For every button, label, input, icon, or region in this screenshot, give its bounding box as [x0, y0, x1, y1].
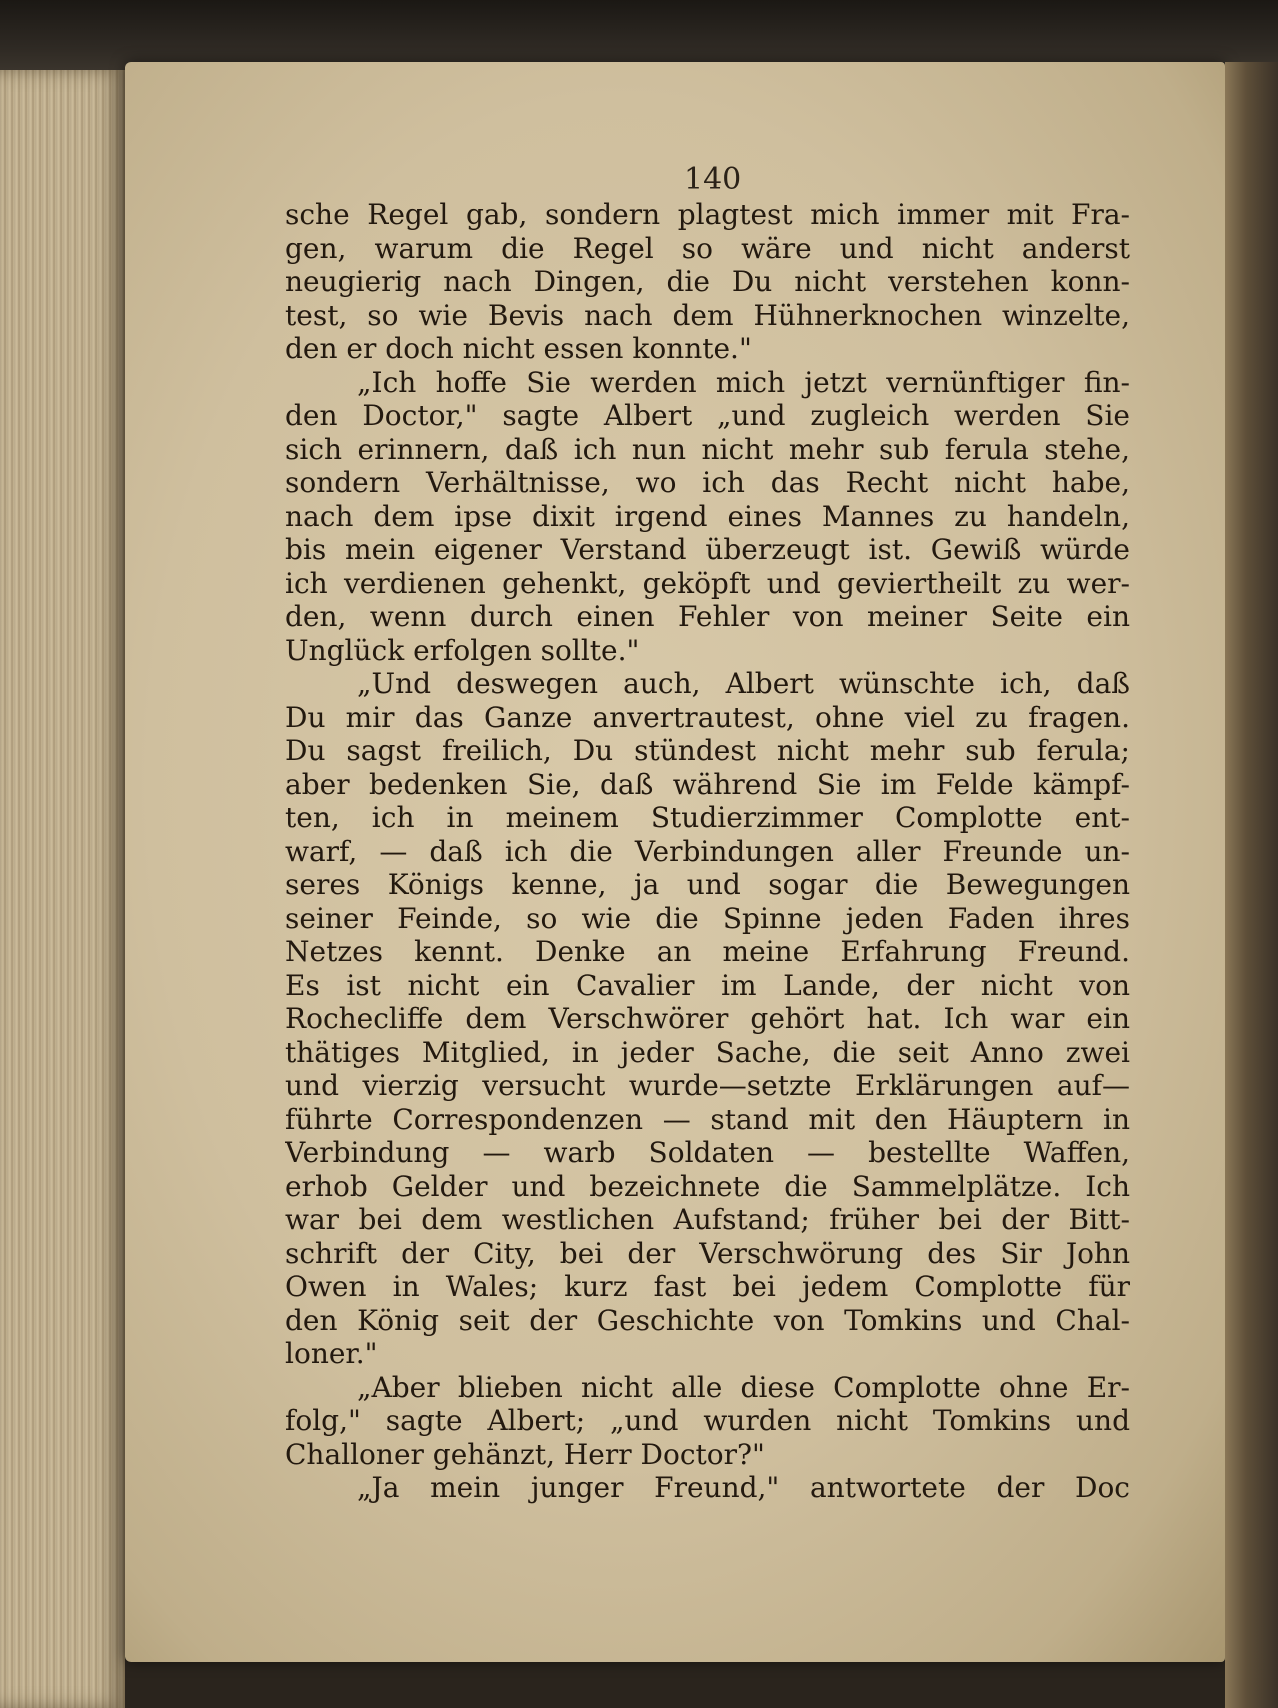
text-line: Unglück erfolgen sollte." — [285, 633, 640, 667]
text-line: nach dem ipse dixit irgend eines Mannes zu handeln, — [285, 499, 1130, 533]
text-line: sche Regel gab, sondern plagtest mich immer mit Fra- — [285, 198, 1130, 231]
text-line: thätiges Mitglied, in jeder Sache, die seit Anno zwei — [285, 1035, 1130, 1069]
text-line: sich erinnern, daß ich nun nicht mehr sub ferula stehe, — [285, 432, 1130, 466]
text-line: Netzes kennt. Denke an meine Erfahrung Freund. — [285, 935, 1130, 968]
text-line: „Ja mein junger Freund," antwortete der Doc — [357, 1471, 1130, 1504]
text-line: den Doctor," sagte Albert „und zugleich werden Sie — [285, 399, 1130, 432]
text-line: Du mir das Ganze anvertrautest, ohne viel zu fragen. — [285, 700, 1130, 734]
text-line: Challoner gehänzt, Herr Doctor?" — [285, 1437, 765, 1471]
text-line: aber bedenken Sie, daß während Sie im Felde kämpf- — [285, 767, 1130, 801]
text-line: Rochecliffe dem Verschwörer gehört hat. Ich war ein — [285, 1002, 1130, 1035]
text-line: folg," sagte Albert; „und wurden nicht Tomkins und — [285, 1404, 1130, 1437]
text-line: und vierzig versucht wurde—setzte Erklärungen auf— — [285, 1069, 1130, 1102]
text-line: führte Correspondenzen — stand mit den Häuptern in — [285, 1102, 1130, 1136]
text-line: neugierig nach Dingen, die Du nicht verstehen konn- — [285, 265, 1130, 298]
page-edges — [0, 70, 125, 1708]
book-cover-top — [0, 0, 1278, 70]
text-line: test, so wie Bevis nach dem Hühnerknochen winzelte, — [285, 298, 1130, 332]
text-line: Du sagst freilich, Du stündest nicht mehr sub ferula; — [285, 734, 1130, 767]
text-line: den König seit der Geschichte von Tomkins und Chal- — [285, 1303, 1130, 1337]
text-line: sondern Verhältnisse, wo ich das Recht nicht habe, — [285, 466, 1130, 499]
text-line: ten, ich in meinem Studierzimmer Complotte ent- — [285, 801, 1130, 834]
text-line: erhob Gelder und bezeichnete die Sammelplätze. Ich — [285, 1169, 1130, 1203]
text-line: den, wenn durch einen Fehler von meiner Seite ein — [285, 600, 1130, 633]
text-line: Es ist nicht ein Cavalier im Lande, der nicht von — [285, 968, 1130, 1002]
body-text — [285, 198, 1130, 1505]
text-line: „Ich hoffe Sie werden mich jetzt vernünftiger fin- — [357, 365, 1130, 399]
text-line: seiner Feinde, so wie die Spinne jeden Faden ihres — [285, 901, 1130, 935]
text-line: bis mein eigener Verstand überzeugt ist. Gewiß würde — [285, 533, 1130, 566]
text-line: „Und deswegen auch, Albert wünschte ich, daß — [357, 667, 1130, 700]
page-number: 140 — [684, 162, 742, 197]
book-gutter — [1225, 62, 1278, 1708]
text-line: „Aber blieben nicht alle diese Complotte ohne Er- — [357, 1370, 1130, 1404]
text-line: war bei dem westlichen Aufstand; früher bei der Bitt- — [285, 1203, 1130, 1236]
text-line: loner." — [285, 1337, 378, 1370]
text-line: den er doch nicht essen konnte." — [285, 332, 752, 365]
text-line: Verbindung — warb Soldaten — bestellte Waffen, — [285, 1136, 1130, 1169]
text-line: schrift der City, bei der Verschwörung des Sir John — [285, 1236, 1130, 1270]
text-line: gen, warum die Regel so wäre und nicht anderst — [285, 231, 1130, 265]
text-line: warf, — daß ich die Verbindungen aller Freunde un- — [285, 834, 1130, 868]
text-line: seres Königs kenne, ja und sogar die Bewegungen — [285, 868, 1130, 901]
text-line: ich verdienen gehenkt, geköpft und geviertheilt zu wer- — [285, 566, 1130, 600]
text-line: Owen in Wales; kurz fast bei jedem Complotte für — [285, 1270, 1130, 1303]
